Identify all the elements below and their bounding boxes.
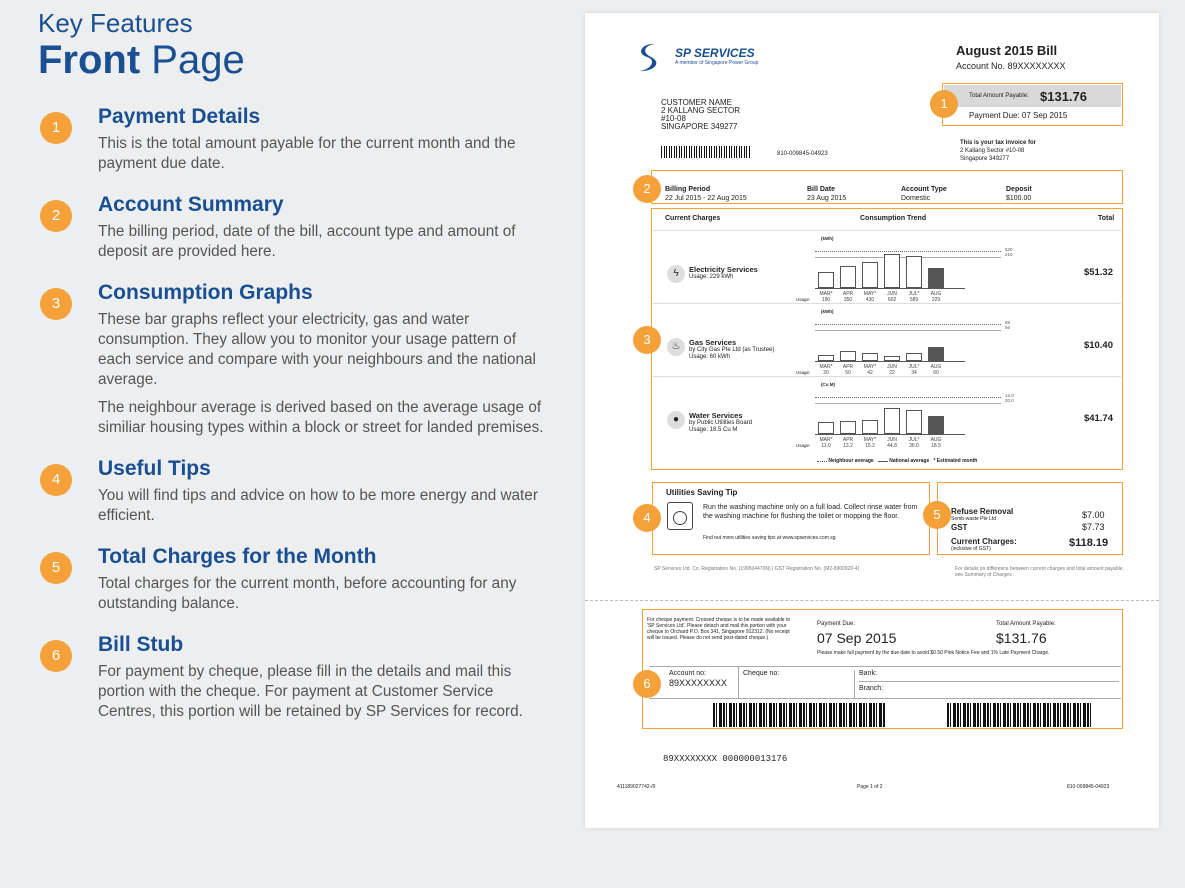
usage-bar <box>818 272 834 288</box>
usage-bar <box>928 268 944 288</box>
avg-values: 12.0 20.0 <box>1005 393 1014 403</box>
stub-due-label: Payment Due: <box>817 621 856 627</box>
usage-bar <box>840 266 856 288</box>
usage-bar <box>906 353 922 361</box>
service-sub: by Public Utilities Board Usage: 18.5 Cu M <box>689 420 753 433</box>
bill-title: August 2015 Bill <box>956 43 1058 58</box>
number-badge: 2 <box>40 200 72 232</box>
gst-value: $7.73 <box>1082 522 1105 532</box>
washing-machine-icon <box>667 502 693 530</box>
feature-2 <box>38 192 548 262</box>
callout-5: 5 <box>923 501 951 529</box>
month-labels: MAR* 190 APR 350 MAY* 430 JUN 602 JUL* 589 AUG 229 <box>819 291 942 303</box>
perforation <box>585 600 1159 601</box>
stub-fields <box>649 666 1121 699</box>
current-charges-value: $118.19 <box>1069 537 1109 549</box>
feature-1 <box>38 104 548 174</box>
usage-bar <box>884 408 900 434</box>
summary-deposit: Deposit $100.00 <box>1006 186 1032 202</box>
tax-invoice: This is your tax invoice for 2 Kallang Sector #10-08 Singapore 349277 <box>960 140 1037 162</box>
flame-icon: ♨ <box>667 338 685 356</box>
service-row-water <box>653 376 1121 449</box>
unit-label: (Cu M) <box>821 382 835 387</box>
water-drop-icon: ● <box>667 411 685 429</box>
usage-bar <box>840 421 856 434</box>
trend-header-label: Consumption Trend <box>860 215 927 222</box>
callout-1: 1 <box>930 90 958 118</box>
stub-due-value: 07 Sep 2015 <box>817 630 897 646</box>
refuse-label: Refuse Removal <box>951 507 1014 516</box>
avg-values: 520 210 <box>1005 247 1013 257</box>
avg-values: 89 66 <box>1005 320 1011 330</box>
payment-due: Payment Due: 07 Sep 2015 <box>969 111 1068 120</box>
callout-6: 6 <box>633 670 661 698</box>
stub-note: Please make full payment by the due date to avoid $0.50 Pink Notice Fee and 1% Late Payment Charge. <box>817 650 1050 656</box>
feature-title: Bill Stub <box>98 633 184 656</box>
tap-value: $131.76 <box>1040 89 1087 104</box>
account-no-field[interactable]: Account no: 89XXXXXXXX <box>649 667 739 698</box>
summary-bill-date: Bill Date 23 Aug 2015 <box>807 186 847 202</box>
tip-title: Utilities Saving Tip <box>666 488 738 497</box>
cheque-instructions: For cheque payment: Crossed cheque is to be made available to 'SP Services Ltd'. Please detach and mail this portion with your cheque to Orchard P.O. Box 341, Singapore 912312. (No receipt will be issued. Please do not send post-dated cheque.) <box>647 617 791 641</box>
tip-footer: Find out more utilities saving tips at www.spservices.com.sg <box>703 535 836 541</box>
callout-3: 3 <box>633 326 661 354</box>
kicker: Key Features <box>38 8 193 38</box>
feature-title: Consumption Graphs <box>98 281 313 304</box>
service-total: $51.32 <box>1083 267 1113 278</box>
usage-bar <box>928 347 944 361</box>
bill-page <box>585 13 1159 828</box>
stub-barcode-2 <box>947 703 1091 727</box>
feature-desc: The billing period, date of the bill, account type and amount of deposit are provided here. <box>98 223 516 260</box>
footer-right: 810-009845-04923 <box>1067 784 1110 790</box>
service-total: $10.40 <box>1083 340 1113 351</box>
service-total: $41.74 <box>1083 413 1113 424</box>
usage-bar <box>906 410 922 434</box>
usage-bar <box>818 422 834 434</box>
feature-desc: This is the total amount payable for the current month and the payment due date. <box>98 135 516 172</box>
feature-4 <box>38 456 548 526</box>
summary-billing-period: Billing Period 22 Jul 2015 - 22 Aug 2015 <box>665 186 747 202</box>
stub-barcode-1 <box>713 703 885 727</box>
charges-header-label: Current Charges <box>665 215 721 222</box>
usage-bar <box>862 262 878 288</box>
tip-text: Run the washing machine only on a full load. Collect rinse water from the washing machine for flushing the toilet or mopping the floor. <box>703 504 918 520</box>
brand-sub: A member of Singapore Power Group <box>675 60 759 66</box>
cheque-no-field[interactable]: Cheque no: <box>743 670 855 698</box>
feature-title: Useful Tips <box>98 457 211 480</box>
consumption-rows <box>653 218 1121 458</box>
service-sub: by City Gas Pte Ltd (as Trustee) Usage: 60 kWh <box>689 347 775 360</box>
feature-title: Payment Details <box>98 105 261 128</box>
usage-label: Usage: <box>796 297 811 302</box>
feature-3 <box>38 280 548 438</box>
tap-label: Total Amount Payable: <box>969 93 1029 99</box>
unit-label: (kWh) <box>821 309 834 314</box>
usage-bar <box>840 351 856 361</box>
service-row-elec <box>653 230 1121 303</box>
branch-field[interactable]: Branch: <box>859 685 884 692</box>
feature-6 <box>38 632 548 722</box>
stub-tap-value: $131.76 <box>996 630 1047 646</box>
refuse-value: $7.00 <box>1082 510 1105 520</box>
usage-bar <box>906 256 922 288</box>
feature-desc: For payment by cheque, please fill in the details and mail this portion with the cheque. For payment at Customer Service Centres, this portion will be retained by SP Services for record. <box>98 663 523 720</box>
footer-mid: Page 1 of 2 <box>857 784 883 790</box>
current-charges-sub: (inclusive of GST) <box>951 546 991 552</box>
left-panel <box>38 8 548 740</box>
sp-logo-icon <box>633 41 663 71</box>
service-name: Electricity Services <box>689 265 758 274</box>
month-labels: MAR* 11.0 APR 13.2 MAY* 15.2 JUN 44.8 JUL* 36.0 AUG 18.5 <box>819 437 942 449</box>
bar-chart <box>815 324 965 362</box>
number-badge: 1 <box>40 112 72 144</box>
number-badge: 5 <box>40 552 72 584</box>
feature-desc: These bar graphs reflect your electricity, gas and water consumption. They allow you to monitor your usage pattern of each service and compare with your neighbours and the national average. <box>98 311 536 388</box>
usage-bar <box>884 356 900 361</box>
number-badge: 3 <box>40 288 72 320</box>
number-badge: 6 <box>40 640 72 672</box>
registration: SP Services Ltd. Co. Registration No. (199504470N) | GST Registration No. (M2-8900920-4) <box>654 566 860 572</box>
page-title: Front Page <box>38 38 245 82</box>
current-charges-label: Current Charges: <box>951 537 1017 546</box>
lightning-icon: ϟ <box>667 265 685 283</box>
callout-2: 2 <box>633 175 661 203</box>
month-labels: MAR* 20 APR 50 MAY* 42 JUN 22 JUL* 34 AUG 60 <box>819 364 942 376</box>
service-name: Water Services <box>689 411 743 420</box>
bar-chart <box>815 251 965 289</box>
ocr-line: 89XXXXXXXX 000000013176 <box>663 754 788 764</box>
service-row-gas <box>653 303 1121 376</box>
customer-address: CUSTOMER NAME 2 KALLANG SECTOR #10-08 SINGAPORE 349277 <box>661 98 740 131</box>
summary-account-type: Account Type Domestic <box>901 186 947 202</box>
usage-label: Usage: <box>796 370 811 375</box>
feature-desc: You will find tips and advice on how to be more energy and water efficient. <box>98 487 538 524</box>
number-badge: 4 <box>40 464 72 496</box>
usage-label: Usage: <box>796 443 811 448</box>
service-name: Gas Services <box>689 338 737 347</box>
feature-title: Total Charges for the Month <box>98 545 377 568</box>
legend: Neighbour average National average * Estimated month <box>817 458 977 464</box>
refuse-sub: Semb-waste Pte Ltd <box>951 516 997 522</box>
stub-tap-label: Total Amount Payable: <box>996 621 1056 627</box>
usage-bar <box>862 420 878 434</box>
bank-field[interactable]: Bank: <box>859 670 1119 682</box>
callout-4: 4 <box>633 504 661 532</box>
ref-number: 810-009845-04923 <box>777 151 828 157</box>
usage-bar <box>862 353 878 361</box>
usage-bar <box>928 416 944 434</box>
service-sub: Usage: 229 kWh <box>689 274 734 280</box>
usage-bar <box>884 254 900 288</box>
bar-chart <box>815 397 965 435</box>
unit-label: (kWh) <box>821 236 834 241</box>
gst-label: GST <box>951 523 968 532</box>
postal-barcode <box>661 146 751 158</box>
feature-title: Account Summary <box>98 193 284 216</box>
usage-bar <box>818 355 834 361</box>
footer-left: 411189027742-/0 <box>617 784 656 790</box>
total-header-label: Total <box>1098 215 1115 222</box>
feature-desc: Total charges for the current month, before accounting for any outstanding balance. <box>98 575 517 612</box>
difference-note: For details on difference between current charges and total amount payable, see Summary of Charges <box>955 566 1124 578</box>
brand-name: SP SERVICES <box>675 46 755 60</box>
account-number: Account No. 89XXXXXXXX <box>956 61 1066 71</box>
feature-desc-2: The neighbour average is derived based on the average usage of similiar housing types within a block or street for landed premises. <box>98 399 544 436</box>
feature-5 <box>38 544 548 614</box>
